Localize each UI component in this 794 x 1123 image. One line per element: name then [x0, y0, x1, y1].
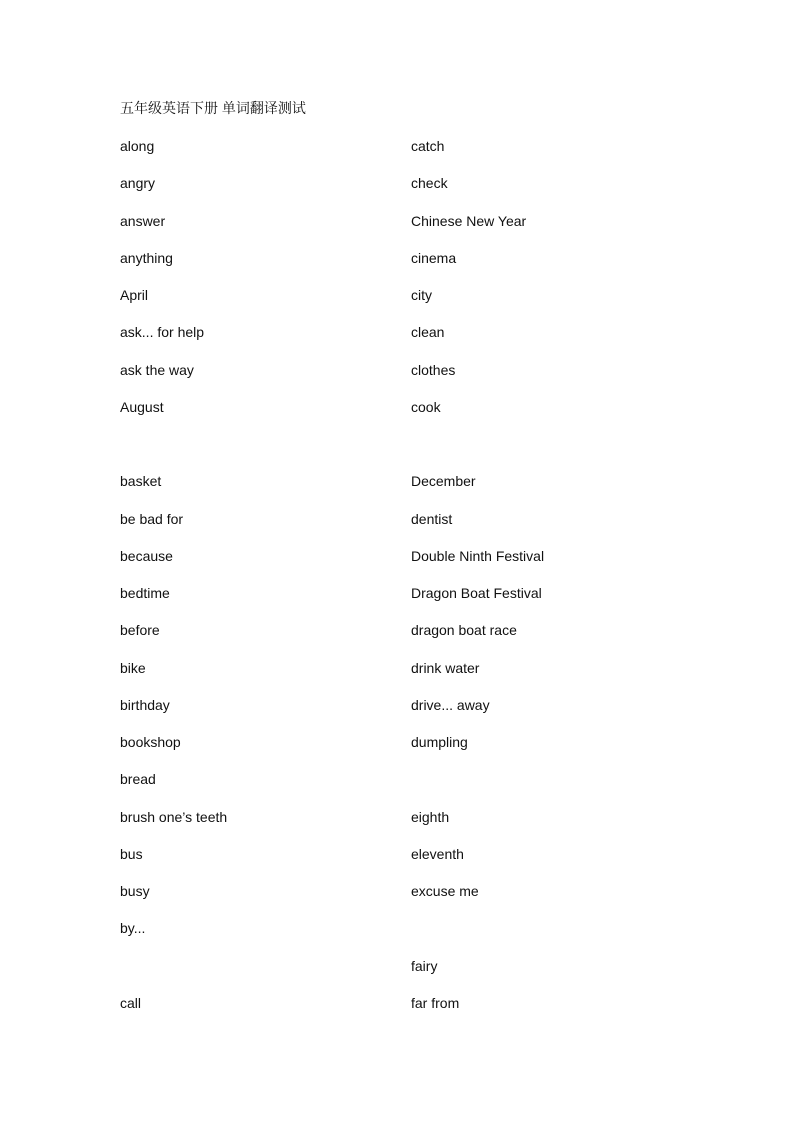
vocab-word-right: dentist [411, 510, 453, 527]
vocab-word-right: dragon boat race [411, 622, 517, 639]
vocab-word-right: drive... away [411, 696, 490, 713]
vocab-row [120, 547, 720, 584]
vocab-word-left: bus [120, 845, 143, 862]
vocab-row [120, 323, 720, 360]
vocab-word-right: check [411, 175, 448, 192]
vocab-word-right: fairy [411, 957, 438, 974]
vocab-word-right: cinema [411, 249, 457, 266]
vocab-row [120, 770, 720, 807]
vocab-word-left: April [120, 287, 149, 303]
vocab-word-left: busy [120, 883, 150, 899]
vocab-row [120, 696, 720, 733]
vocab-word-left: be bad for [120, 510, 184, 527]
vocab-word-right: Dragon Boat Festival [411, 585, 542, 601]
vocab-word-left: ask the way [120, 361, 194, 378]
vocab-row [120, 919, 720, 956]
vocab-word-left: angry [120, 175, 156, 192]
vocab-word-right: excuse me [411, 883, 479, 899]
vocab-row [120, 249, 720, 286]
vocab-word-left: answer [120, 212, 166, 229]
vocabulary-list [120, 137, 720, 1031]
vocab-word-left: by... [120, 920, 146, 937]
vocab-row [120, 621, 720, 658]
vocab-row [120, 472, 720, 509]
vocab-word-right: drink water [411, 659, 480, 676]
vocab-word-right: catch [411, 138, 445, 154]
vocab-row [120, 584, 720, 621]
vocab-word-left: ask... for help [120, 324, 205, 341]
vocab-word-left: bookshop [120, 734, 181, 750]
vocab-word-left: because [120, 547, 173, 564]
vocab-word-right: city [411, 287, 432, 303]
vocab-row [120, 361, 720, 398]
vocab-word-left: before [120, 622, 160, 639]
vocab-word-left: call [120, 994, 142, 1011]
vocab-word-right: clothes [411, 361, 456, 378]
vocab-word-left: bike [120, 659, 146, 676]
vocab-word-right: clean [411, 324, 445, 341]
vocab-word-right: cook [411, 398, 441, 415]
vocab-row [120, 733, 720, 770]
vocab-word-left: August [120, 398, 164, 415]
vocab-word-right: eleventh [411, 845, 464, 862]
vocab-row-blank [120, 435, 720, 472]
vocab-row [120, 398, 720, 435]
vocab-word-left: bread [120, 771, 156, 788]
vocab-word-right: Double Ninth Festival [411, 547, 545, 564]
vocab-row [120, 882, 720, 919]
vocab-word-right: dumpling [411, 734, 468, 750]
vocab-row [120, 174, 720, 211]
vocab-row [120, 845, 720, 882]
vocab-row [120, 957, 720, 994]
vocab-word-right: December [411, 473, 476, 490]
vocab-row [120, 286, 720, 323]
vocab-word-left: birthday [120, 696, 170, 713]
vocab-word-right: eighth [411, 808, 450, 825]
vocab-word-right: far from [411, 994, 460, 1011]
vocab-word-left: along [120, 138, 155, 154]
vocab-word-left: bedtime [120, 585, 170, 601]
vocab-word-left: basket [120, 473, 162, 490]
vocab-row [120, 659, 720, 696]
vocab-word-right: Chinese New Year [411, 212, 527, 229]
vocab-row [120, 808, 720, 845]
worksheet-title: 五年级英语下册 单词翻译测试 [120, 100, 306, 116]
vocab-word-left: anything [120, 249, 173, 266]
vocab-row [120, 212, 720, 249]
vocab-row [120, 137, 720, 174]
vocab-word-left: brush one’s teeth [120, 808, 228, 825]
vocab-row [120, 510, 720, 547]
vocab-row [120, 994, 720, 1031]
